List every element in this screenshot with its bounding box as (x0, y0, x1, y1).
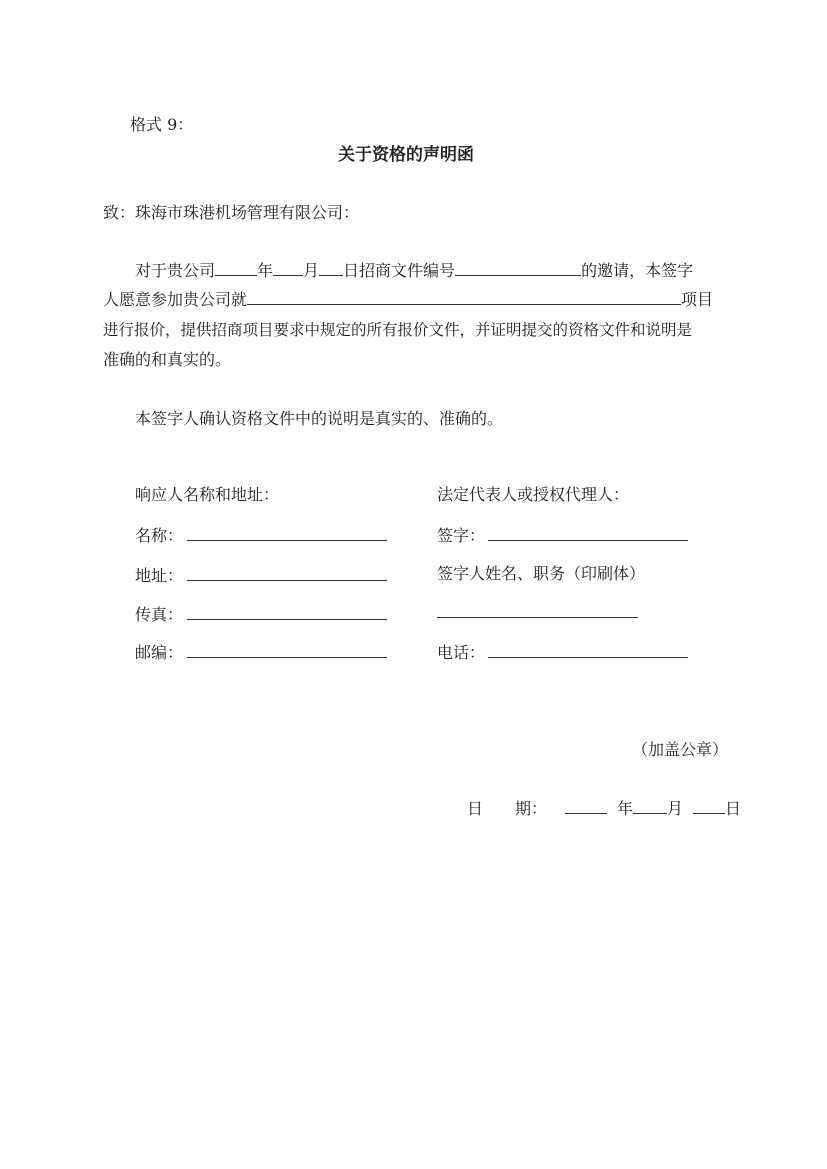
date-year-text: 年 (617, 799, 634, 818)
para1-line2 (103, 290, 713, 310)
date-label: 日 期： (467, 799, 548, 818)
phone-field[interactable] (488, 657, 688, 658)
printed-name-field[interactable] (437, 617, 638, 618)
date-row (467, 799, 741, 819)
para1-text-e: 项目 (681, 290, 714, 309)
document-title: 关于资格的声明函 (338, 145, 474, 165)
para2: 本签字人确认资格文件中的说明是真实的、准确的。 (135, 409, 504, 428)
fax-label: 传真： (135, 605, 184, 624)
postcode-field[interactable] (187, 657, 387, 658)
phone-label: 电话： (437, 643, 486, 662)
date-day-text: 日 (725, 799, 742, 818)
printed-name-label: 签字人姓名、职务（印刷体） (437, 564, 646, 583)
para1-text-a: 对于贵公司 (135, 261, 216, 280)
name-field[interactable] (187, 540, 387, 541)
address-label: 地址： (135, 566, 184, 585)
blank-day[interactable] (319, 261, 343, 276)
para1-text-b: 日招商文件编号 (343, 261, 456, 280)
blank-date-day[interactable] (693, 799, 725, 814)
blank-date-month[interactable] (633, 799, 667, 814)
para1-line4: 准确的和真实的。 (103, 350, 232, 369)
seal-note: （加盖公章） (632, 740, 729, 759)
address-field[interactable] (187, 580, 387, 581)
blank-month[interactable] (273, 261, 303, 276)
para1-line1 (135, 261, 693, 281)
respondent-heading: 响应人名称和地址： (135, 485, 280, 504)
signature-field[interactable] (488, 540, 688, 541)
blank-date-year[interactable] (565, 799, 607, 814)
format-label: 格式 9： (130, 115, 194, 134)
year-text: 年 (257, 261, 274, 280)
name-label: 名称： (135, 526, 184, 545)
signature-label: 签字： (437, 526, 486, 545)
blank-project[interactable] (247, 290, 681, 305)
fax-field[interactable] (187, 619, 387, 620)
para1-text-d: 人愿意参加贵公司就 (103, 290, 248, 309)
postcode-label: 邮编： (135, 643, 184, 662)
blank-doc-number[interactable] (455, 261, 581, 276)
recipient: 致：珠海市珠港机场管理有限公司： (103, 203, 360, 222)
para1-line3: 进行报价，提供招商项目要求中规定的所有报价文件，并证明提交的资格文件和说明是 (103, 321, 693, 339)
month-text: 月 (303, 261, 320, 280)
date-month-text: 月 (667, 799, 684, 818)
representative-heading: 法定代表人或授权代理人： (437, 485, 630, 504)
para1-text-c: 的邀请，本签字 (581, 261, 694, 280)
blank-year[interactable] (215, 261, 257, 276)
